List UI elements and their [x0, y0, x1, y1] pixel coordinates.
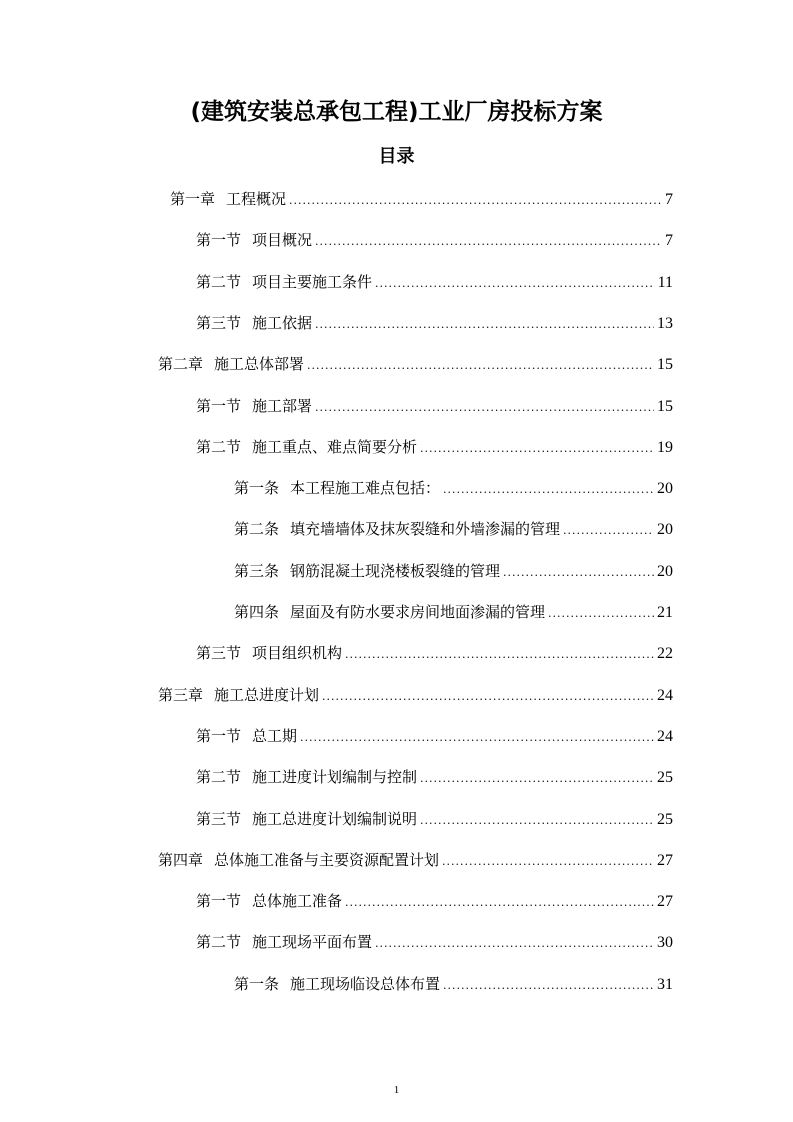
toc-entry-title: 总工期 [252, 726, 298, 745]
toc-entry[interactable] [196, 385, 673, 426]
toc-entry[interactable] [196, 921, 673, 962]
toc-entry-title: 填充墙墙体及抹灰裂缝和外墙渗漏的管理 [290, 520, 561, 539]
toc-dot-leader [420, 758, 654, 799]
toc-entry-page: 25 [657, 769, 673, 787]
toc-entry-page: 24 [657, 727, 673, 745]
toc-entry[interactable] [158, 674, 673, 715]
toc-dot-leader [289, 180, 662, 221]
toc-dot-leader [443, 469, 654, 510]
toc-entry[interactable] [234, 591, 673, 632]
toc-entry-page: 19 [657, 438, 673, 456]
toc-entry-number: 第一节 [196, 726, 242, 745]
toc-entry[interactable] [196, 302, 673, 343]
toc-dot-leader [300, 717, 654, 758]
toc-entry-page: 20 [657, 562, 673, 580]
toc-entry-page: 7 [665, 232, 673, 250]
toc-entry-number: 第二节 [196, 933, 242, 952]
toc-entry-page: 15 [657, 356, 673, 374]
toc-entry-title: 施工依据 [252, 313, 313, 332]
toc-entry-title: 总体施工准备与主要资源配置计划 [214, 850, 440, 869]
toc-entry[interactable] [234, 508, 673, 549]
toc-dot-leader [420, 428, 654, 469]
toc-entry-number: 第四章 [158, 850, 204, 869]
toc-entry-number: 第三节 [196, 313, 242, 332]
toc-heading: 目录 [378, 146, 415, 167]
toc-entry-title: 总体施工准备 [252, 892, 343, 911]
toc-dot-leader [442, 841, 654, 882]
document-title: (建筑安装总承包工程)工业厂房投标方案 [190, 99, 603, 125]
toc-entry-number: 第三条 [234, 561, 280, 580]
toc-entry-number: 第二节 [196, 437, 242, 456]
toc-entry[interactable] [158, 839, 673, 880]
toc-dot-leader [375, 923, 654, 964]
toc-entry-page: 31 [657, 975, 673, 993]
toc-dot-leader [548, 593, 654, 634]
toc-entry-page: 7 [665, 191, 673, 208]
toc-dot-leader [315, 304, 654, 345]
toc-entry-title: 施工总进度计划编制说明 [252, 809, 418, 828]
toc-entry-page: 20 [657, 480, 673, 498]
toc-entry-page: 11 [657, 273, 673, 291]
toc-entry-title: 工程概况 [226, 190, 287, 208]
toc-entry-title: 项目主要施工条件 [252, 272, 373, 291]
toc-entry-number: 第四条 [234, 603, 280, 621]
toc-entry[interactable] [196, 426, 673, 467]
toc-entry-number: 第一条 [234, 479, 280, 498]
toc-entry-number: 第三节 [196, 644, 242, 663]
toc-entry-page: 15 [657, 397, 673, 415]
toc-dot-leader [345, 882, 654, 923]
toc-entry-title: 项目概况 [252, 231, 313, 250]
toc-entry-title: 施工现场平面布置 [252, 933, 373, 952]
toc-entry-page: 21 [657, 604, 673, 621]
toc-dot-leader [443, 965, 654, 1006]
toc-entry-page: 20 [657, 521, 673, 539]
toc-dot-leader [420, 800, 654, 841]
toc-entry-title: 施工部署 [252, 396, 313, 415]
toc-dot-leader [375, 263, 655, 304]
toc-entry[interactable] [196, 219, 673, 260]
toc-entry-title: 项目组织机构 [252, 644, 343, 663]
toc-dot-leader [345, 634, 654, 675]
toc-entry-title: 施工总进度计划 [214, 685, 320, 704]
toc-entry-title: 屋面及有防水要求房间地面渗漏的管理 [290, 603, 546, 621]
toc-entry-page: 27 [657, 893, 673, 911]
toc-entry-title: 施工进度计划编制与控制 [252, 768, 418, 787]
toc-entry-title: 施工现场临设总体布置 [290, 974, 441, 993]
toc-dot-leader [563, 510, 654, 551]
toc-entry-title: 施工重点、难点简要分析 [252, 437, 418, 456]
toc-entry[interactable] [196, 632, 673, 673]
toc-entry-title: 钢筋混凝土现浇楼板裂缝的管理 [290, 561, 501, 580]
toc-dot-leader [503, 552, 654, 593]
toc-entry[interactable] [196, 880, 673, 921]
toc-entry-page: 25 [657, 810, 673, 828]
toc-entry[interactable] [196, 798, 673, 839]
toc-entry[interactable] [196, 756, 673, 797]
toc-entry-number: 第三节 [196, 809, 242, 828]
toc-dot-leader [315, 387, 654, 428]
toc-dot-leader [315, 221, 662, 262]
toc-entry-number: 第二节 [196, 768, 242, 787]
page-number: 1 [393, 1084, 400, 1096]
toc-entry[interactable] [234, 963, 673, 1004]
toc-entry[interactable] [234, 550, 673, 591]
toc-entry-page: 22 [657, 645, 673, 663]
toc-entry[interactable] [158, 343, 673, 384]
toc-entry-number: 第一章 [170, 190, 216, 208]
toc-entry-number: 第三章 [158, 685, 204, 704]
toc-entry-number: 第二章 [158, 355, 204, 374]
toc-entry[interactable] [196, 261, 673, 302]
toc-dot-leader [322, 676, 654, 717]
toc-entry-page: 27 [657, 851, 673, 869]
toc-entry-number: 第二节 [196, 272, 242, 291]
toc-entry[interactable] [234, 467, 673, 508]
toc-entry[interactable] [170, 178, 673, 219]
toc-entry-page: 13 [657, 314, 673, 332]
toc-entry-number: 第一节 [196, 396, 242, 415]
toc-entry-title: 本工程施工难点包括： [290, 479, 441, 498]
toc-entry-title: 施工总体部署 [214, 355, 305, 374]
toc-entry-number: 第一条 [234, 974, 280, 993]
toc-entry[interactable] [196, 715, 673, 756]
toc-entry-page: 30 [657, 934, 673, 952]
toc-dot-leader [307, 345, 654, 386]
toc-entry-number: 第一节 [196, 892, 242, 911]
toc-entry-page: 24 [657, 686, 673, 704]
toc-entry-number: 第一节 [196, 231, 242, 250]
toc-entry-number: 第二条 [234, 520, 280, 539]
